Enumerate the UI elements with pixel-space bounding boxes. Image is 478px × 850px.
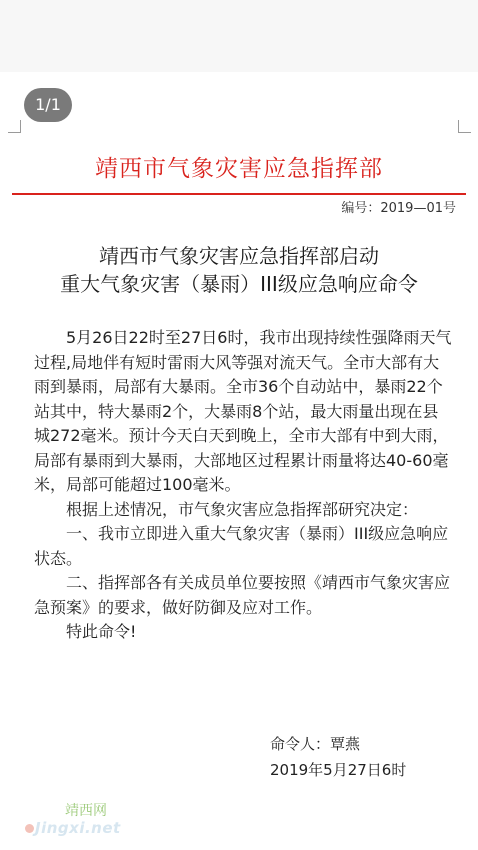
page-indicator-badge: 1/1 — [24, 88, 72, 122]
document-headline-line1: 靖西市气象灾害应急指挥部启动 — [99, 244, 379, 268]
document-signer: 命令人：覃燕 — [270, 735, 361, 753]
document-org-title: 靖西市气象灾害应急指挥部 — [95, 156, 383, 182]
document-date: 2019年5月27日6时 — [270, 761, 407, 779]
red-divider-line — [12, 193, 466, 195]
body-paragraph-decision-intro: 根据上述情况，市气象灾害应急指挥部研究决定： — [66, 499, 419, 519]
page-corner-mark-left — [8, 120, 21, 133]
body-paragraph-situation: 5月26日22时至27日6时，我市出现持续性强降雨天气过程,局地伴有短时雷雨大风等强对流天气。全市大部有大雨到暴雨，局部有大暴雨。全市36个自动站中，暴雨22个站其中，特大暴雨2个，大暴雨8个站，最大雨量出现在县城272毫米。预计今天白天到晚上，全市大部有中到大雨，局部有暴雨到大暴雨，大部地区过程累计雨量将达40-60毫米，局部可能超过100毫米。 — [34, 328, 452, 494]
page-corner-mark-right — [458, 120, 471, 133]
watermark-domain-text: Jingxi.net — [35, 819, 121, 837]
watermark-dot-icon — [25, 824, 34, 833]
body-paragraph-item-2: 二、指挥部各有关成员单位要按照《靖西市气象灾害应急预案》的要求，做好防御及应对工作。 — [34, 573, 451, 617]
viewer-top-bar — [0, 0, 478, 72]
watermark-chinese-text: 靖西网 — [65, 803, 107, 819]
document-body — [34, 326, 452, 645]
site-watermark-logo — [25, 800, 121, 842]
body-paragraph-item-1: 一、我市立即进入重大气象灾害（暴雨）III级应急响应状态。 — [34, 524, 449, 568]
document-headline-line2: 重大气象灾害（暴雨）III级应急响应命令 — [60, 272, 418, 296]
document-number: 编号：2019—01号 — [341, 201, 456, 216]
body-paragraph-closing: 特此命令! — [66, 622, 137, 641]
